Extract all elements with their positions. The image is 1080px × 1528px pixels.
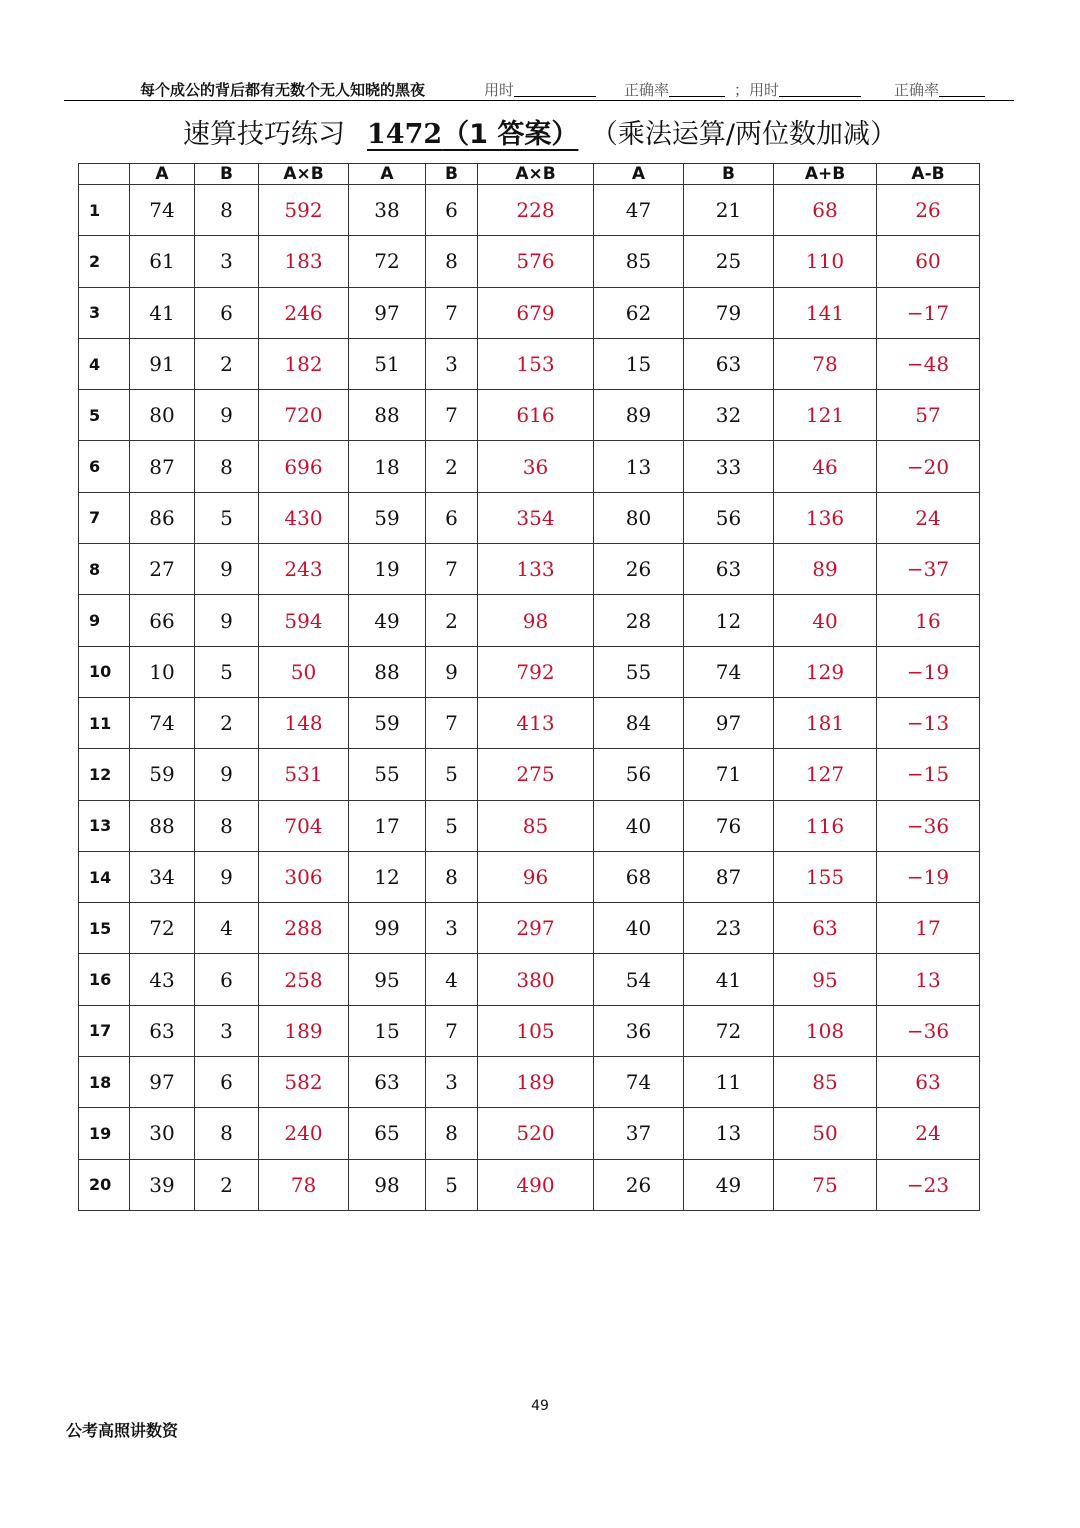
answer-cell: 720 <box>259 390 349 441</box>
operand-cell: 8 <box>426 1108 478 1159</box>
operand-cell: 5 <box>426 749 478 800</box>
row-index: 19 <box>79 1108 130 1159</box>
answer-cell: 108 <box>774 1005 877 1056</box>
table-row <box>79 185 980 236</box>
operand-cell: 9 <box>195 544 259 595</box>
operand-cell: 72 <box>349 236 426 287</box>
operand-cell: 3 <box>426 1057 478 1108</box>
answer-cell: 75 <box>774 1159 877 1210</box>
column-header: A×B <box>259 164 349 185</box>
answer-cell: −15 <box>877 749 980 800</box>
table-row <box>79 749 980 800</box>
operand-cell: 38 <box>349 185 426 236</box>
answer-cell: 46 <box>774 441 877 492</box>
answer-cell: 704 <box>259 800 349 851</box>
answer-cell: −17 <box>877 287 980 338</box>
accuracy-label-2: 正确率 <box>894 81 940 99</box>
operand-cell: 74 <box>684 646 774 697</box>
operand-cell: 8 <box>426 236 478 287</box>
page-title <box>0 112 1080 151</box>
answer-cell: 121 <box>774 390 877 441</box>
operand-cell: 2 <box>195 338 259 389</box>
answer-cell: −19 <box>877 646 980 697</box>
answer-cell: 96 <box>478 851 594 902</box>
answer-cell: 68 <box>774 185 877 236</box>
answer-cell: 89 <box>774 544 877 595</box>
operand-cell: 66 <box>130 595 195 646</box>
operand-cell: 41 <box>684 954 774 1005</box>
operand-cell: 30 <box>130 1108 195 1159</box>
answer-cell: 490 <box>478 1159 594 1210</box>
answer-cell: 127 <box>774 749 877 800</box>
operand-cell: 99 <box>349 903 426 954</box>
row-index: 10 <box>79 646 130 697</box>
time-blank <box>514 82 596 97</box>
time-field <box>484 79 514 100</box>
operand-cell: 6 <box>426 185 478 236</box>
title-subtitle: （乘法运算/两位数加减） <box>604 119 897 150</box>
operand-cell: 80 <box>594 492 684 543</box>
row-index: 8 <box>79 544 130 595</box>
operand-cell: 72 <box>684 1005 774 1056</box>
title-prefix: 速算技巧练习 <box>183 119 346 150</box>
answer-cell: 133 <box>478 544 594 595</box>
answer-cell: 592 <box>259 185 349 236</box>
operand-cell: 4 <box>426 954 478 1005</box>
operand-cell: 9 <box>195 851 259 902</box>
operand-cell: 5 <box>195 646 259 697</box>
answer-cell: 36 <box>478 441 594 492</box>
operand-cell: 17 <box>349 800 426 851</box>
answer-cell: 181 <box>774 697 877 748</box>
row-index: 12 <box>79 749 130 800</box>
row-index: 3 <box>79 287 130 338</box>
accuracy-blank-2 <box>939 82 985 97</box>
answer-cell: −13 <box>877 697 980 748</box>
title-code-number: 1472 <box>367 119 443 150</box>
answer-cell: 616 <box>478 390 594 441</box>
separator: ； <box>734 81 750 99</box>
answer-cell: 380 <box>478 954 594 1005</box>
answer-cell: −20 <box>877 441 980 492</box>
answer-cell: 297 <box>478 903 594 954</box>
answer-cell: −48 <box>877 338 980 389</box>
operand-cell: 37 <box>594 1108 684 1159</box>
table-row <box>79 492 980 543</box>
operand-cell: 62 <box>594 287 684 338</box>
answer-cell: 50 <box>259 646 349 697</box>
column-header: B <box>195 164 259 185</box>
table-row <box>79 851 980 902</box>
operand-cell: 40 <box>594 800 684 851</box>
answer-cell: 26 <box>877 185 980 236</box>
row-index: 17 <box>79 1005 130 1056</box>
answer-cell: 153 <box>478 338 594 389</box>
operand-cell: 80 <box>130 390 195 441</box>
operand-cell: 40 <box>594 903 684 954</box>
column-header: B <box>684 164 774 185</box>
operand-cell: 86 <box>130 492 195 543</box>
operand-cell: 63 <box>684 338 774 389</box>
operand-cell: 12 <box>349 851 426 902</box>
answer-cell: 85 <box>774 1057 877 1108</box>
operand-cell: 18 <box>349 441 426 492</box>
table-row <box>79 800 980 851</box>
answer-cell: 155 <box>774 851 877 902</box>
answer-cell: 17 <box>877 903 980 954</box>
operand-cell: 47 <box>594 185 684 236</box>
operand-cell: 7 <box>426 1005 478 1056</box>
answer-cell: 105 <box>478 1005 594 1056</box>
operand-cell: 8 <box>195 1108 259 1159</box>
answer-cell: 228 <box>478 185 594 236</box>
answer-cell: 57 <box>877 390 980 441</box>
answer-cell: −37 <box>877 544 980 595</box>
operand-cell: 34 <box>130 851 195 902</box>
operand-cell: 59 <box>130 749 195 800</box>
operand-cell: 26 <box>594 544 684 595</box>
operand-cell: 74 <box>130 697 195 748</box>
operand-cell: 97 <box>130 1057 195 1108</box>
table-row <box>79 390 980 441</box>
answer-cell: 40 <box>774 595 877 646</box>
answer-cell: 16 <box>877 595 980 646</box>
operand-cell: 84 <box>594 697 684 748</box>
row-index: 4 <box>79 338 130 389</box>
title-code-suffix: （1 答案） <box>442 119 579 150</box>
operand-cell: 72 <box>130 903 195 954</box>
row-index: 1 <box>79 185 130 236</box>
operand-cell: 9 <box>195 390 259 441</box>
accuracy-field-2 <box>894 79 939 100</box>
operand-cell: 76 <box>684 800 774 851</box>
page-number: 49 <box>531 1398 549 1414</box>
operand-cell: 97 <box>349 287 426 338</box>
table-row <box>79 954 980 1005</box>
table-header-row <box>79 164 980 185</box>
operand-cell: 7 <box>426 287 478 338</box>
answer-cell: 696 <box>259 441 349 492</box>
answer-cell: 576 <box>478 236 594 287</box>
row-index: 18 <box>79 1057 130 1108</box>
answer-cell: 78 <box>259 1159 349 1210</box>
answer-cell: 582 <box>259 1057 349 1108</box>
row-index: 2 <box>79 236 130 287</box>
answer-cell: 258 <box>259 954 349 1005</box>
operand-cell: 63 <box>349 1057 426 1108</box>
operand-cell: 55 <box>594 646 684 697</box>
operand-cell: 71 <box>684 749 774 800</box>
operand-cell: 85 <box>594 236 684 287</box>
answer-cell: 95 <box>774 954 877 1005</box>
table-row <box>79 646 980 697</box>
operand-cell: 98 <box>349 1159 426 1210</box>
operand-cell: 6 <box>426 492 478 543</box>
operand-cell: 13 <box>594 441 684 492</box>
accuracy-label: 正确率 <box>624 81 670 99</box>
operand-cell: 15 <box>594 338 684 389</box>
answer-cell: 24 <box>877 492 980 543</box>
operand-cell: 8 <box>195 185 259 236</box>
operand-cell: 49 <box>349 595 426 646</box>
table-row <box>79 544 980 595</box>
answer-table <box>78 163 980 1211</box>
column-header: A-B <box>877 164 980 185</box>
table-row <box>79 903 980 954</box>
operand-cell: 59 <box>349 492 426 543</box>
operand-cell: 7 <box>426 390 478 441</box>
answer-cell: −36 <box>877 1005 980 1056</box>
table-row <box>79 595 980 646</box>
answer-cell: 110 <box>774 236 877 287</box>
table-row <box>79 441 980 492</box>
operand-cell: 27 <box>130 544 195 595</box>
operand-cell: 8 <box>426 851 478 902</box>
operand-cell: 5 <box>426 800 478 851</box>
answer-cell: 246 <box>259 287 349 338</box>
operand-cell: 88 <box>349 646 426 697</box>
answer-cell: 275 <box>478 749 594 800</box>
table-row <box>79 1057 980 1108</box>
row-index: 6 <box>79 441 130 492</box>
column-header: B <box>426 164 478 185</box>
answer-cell: 98 <box>478 595 594 646</box>
operand-cell: 39 <box>130 1159 195 1210</box>
operand-cell: 2 <box>426 441 478 492</box>
answer-cell: 63 <box>877 1057 980 1108</box>
answer-cell: −23 <box>877 1159 980 1210</box>
table-row <box>79 1005 980 1056</box>
column-header: A <box>349 164 426 185</box>
time-field-2 <box>734 79 779 100</box>
operand-cell: 12 <box>684 595 774 646</box>
operand-cell: 89 <box>594 390 684 441</box>
operand-cell: 33 <box>684 441 774 492</box>
time-blank-2 <box>779 82 861 97</box>
operand-cell: 25 <box>684 236 774 287</box>
answer-cell: 78 <box>774 338 877 389</box>
operand-cell: 2 <box>195 697 259 748</box>
column-header <box>79 164 130 185</box>
operand-cell: 87 <box>130 441 195 492</box>
operand-cell: 54 <box>594 954 684 1005</box>
operand-cell: 91 <box>130 338 195 389</box>
operand-cell: 10 <box>130 646 195 697</box>
time-label: 用时 <box>484 81 515 99</box>
column-header: A <box>594 164 684 185</box>
row-index: 14 <box>79 851 130 902</box>
title-code <box>367 119 578 150</box>
operand-cell: 32 <box>684 390 774 441</box>
answer-cell: 85 <box>478 800 594 851</box>
operand-cell: 6 <box>195 287 259 338</box>
operand-cell: 61 <box>130 236 195 287</box>
operand-cell: 3 <box>426 903 478 954</box>
operand-cell: 74 <box>130 185 195 236</box>
table-row <box>79 697 980 748</box>
answer-cell: 116 <box>774 800 877 851</box>
answer-cell: 141 <box>774 287 877 338</box>
answer-cell: −36 <box>877 800 980 851</box>
answer-cell: 129 <box>774 646 877 697</box>
row-index: 7 <box>79 492 130 543</box>
table-row <box>79 236 980 287</box>
row-index: 11 <box>79 697 130 748</box>
answer-cell: 189 <box>478 1057 594 1108</box>
answer-cell: 24 <box>877 1108 980 1159</box>
operand-cell: 43 <box>130 954 195 1005</box>
answer-cell: 136 <box>774 492 877 543</box>
operand-cell: 79 <box>684 287 774 338</box>
page-header <box>64 76 1014 101</box>
operand-cell: 5 <box>195 492 259 543</box>
row-index: 15 <box>79 903 130 954</box>
row-index: 20 <box>79 1159 130 1210</box>
operand-cell: 5 <box>426 1159 478 1210</box>
operand-cell: 55 <box>349 749 426 800</box>
operand-cell: 23 <box>684 903 774 954</box>
operand-cell: 9 <box>426 646 478 697</box>
operand-cell: 56 <box>594 749 684 800</box>
operand-cell: 9 <box>195 595 259 646</box>
table-row <box>79 1108 980 1159</box>
footer-text: 公考高照讲数资 <box>66 1421 179 1440</box>
operand-cell: 68 <box>594 851 684 902</box>
answer-cell: 183 <box>259 236 349 287</box>
row-index: 5 <box>79 390 130 441</box>
answer-cell: 594 <box>259 595 349 646</box>
operand-cell: 13 <box>684 1108 774 1159</box>
answer-cell: 792 <box>478 646 594 697</box>
operand-cell: 97 <box>684 697 774 748</box>
table-row <box>79 338 980 389</box>
operand-cell: 26 <box>594 1159 684 1210</box>
operand-cell: 21 <box>684 185 774 236</box>
operand-cell: 36 <box>594 1005 684 1056</box>
row-index: 13 <box>79 800 130 851</box>
time-label-2: 用时 <box>749 81 780 99</box>
answer-cell: 50 <box>774 1108 877 1159</box>
answer-cell: 243 <box>259 544 349 595</box>
answer-cell: 63 <box>774 903 877 954</box>
accuracy-field <box>624 79 669 100</box>
operand-cell: 3 <box>195 236 259 287</box>
operand-cell: 8 <box>195 441 259 492</box>
answer-cell: 520 <box>478 1108 594 1159</box>
operand-cell: 41 <box>130 287 195 338</box>
operand-cell: 7 <box>426 697 478 748</box>
answer-cell: 531 <box>259 749 349 800</box>
operand-cell: 65 <box>349 1108 426 1159</box>
operand-cell: 88 <box>130 800 195 851</box>
operand-cell: 59 <box>349 697 426 748</box>
operand-cell: 28 <box>594 595 684 646</box>
answer-cell: 13 <box>877 954 980 1005</box>
operand-cell: 95 <box>349 954 426 1005</box>
answer-cell: 182 <box>259 338 349 389</box>
operand-cell: 74 <box>594 1057 684 1108</box>
operand-cell: 3 <box>426 338 478 389</box>
column-header: A <box>130 164 195 185</box>
answer-cell: 240 <box>259 1108 349 1159</box>
column-header: A×B <box>478 164 594 185</box>
accuracy-blank <box>669 82 725 97</box>
table-row <box>79 287 980 338</box>
operand-cell: 9 <box>195 749 259 800</box>
operand-cell: 6 <box>195 1057 259 1108</box>
answer-cell: 288 <box>259 903 349 954</box>
answer-cell: 148 <box>259 697 349 748</box>
operand-cell: 87 <box>684 851 774 902</box>
operand-cell: 8 <box>195 800 259 851</box>
operand-cell: 4 <box>195 903 259 954</box>
answer-cell: 60 <box>877 236 980 287</box>
answer-cell: 306 <box>259 851 349 902</box>
operand-cell: 19 <box>349 544 426 595</box>
operand-cell: 56 <box>684 492 774 543</box>
operand-cell: 63 <box>684 544 774 595</box>
answer-cell: 430 <box>259 492 349 543</box>
table-body <box>79 185 980 1211</box>
operand-cell: 15 <box>349 1005 426 1056</box>
operand-cell: 7 <box>426 544 478 595</box>
row-index: 16 <box>79 954 130 1005</box>
answer-cell: 679 <box>478 287 594 338</box>
header-motto: 每个成公的背后都有无数个无人知晓的黑夜 <box>140 81 426 99</box>
operand-cell: 51 <box>349 338 426 389</box>
operand-cell: 11 <box>684 1057 774 1108</box>
operand-cell: 88 <box>349 390 426 441</box>
row-index: 9 <box>79 595 130 646</box>
answer-cell: 413 <box>478 697 594 748</box>
operand-cell: 2 <box>426 595 478 646</box>
column-header: A+B <box>774 164 877 185</box>
answer-cell: 354 <box>478 492 594 543</box>
operand-cell: 3 <box>195 1005 259 1056</box>
operand-cell: 49 <box>684 1159 774 1210</box>
operand-cell: 6 <box>195 954 259 1005</box>
operand-cell: 63 <box>130 1005 195 1056</box>
table-row <box>79 1159 980 1210</box>
operand-cell: 2 <box>195 1159 259 1210</box>
answer-cell: −19 <box>877 851 980 902</box>
answer-cell: 189 <box>259 1005 349 1056</box>
